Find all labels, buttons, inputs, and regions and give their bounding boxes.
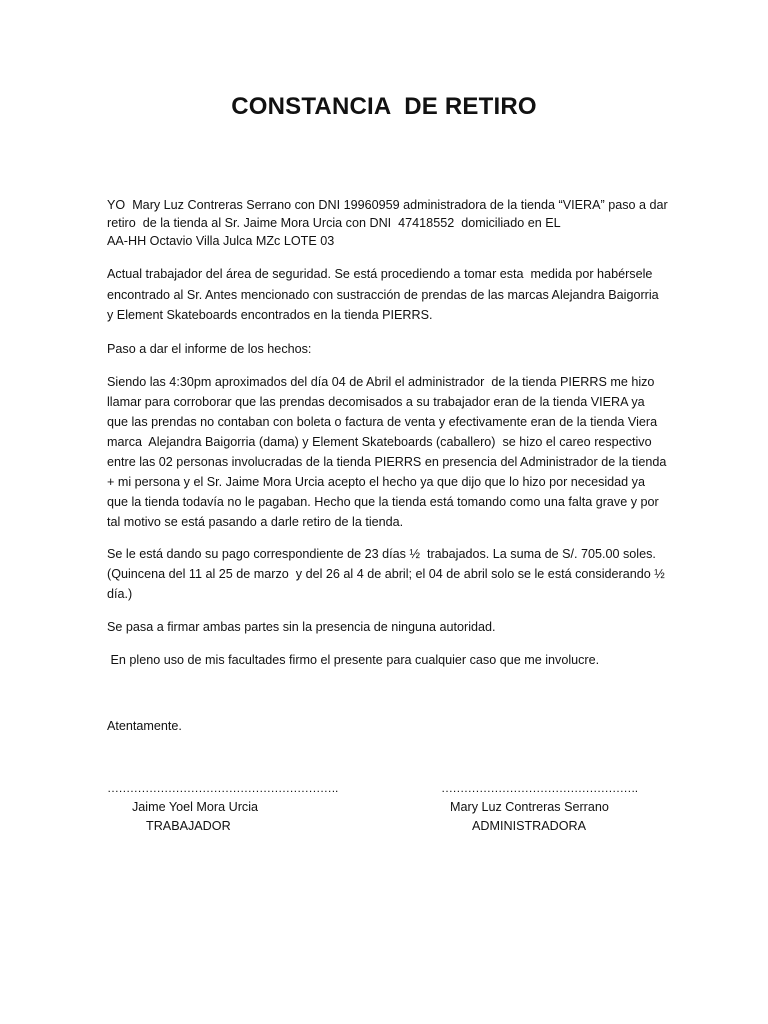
paragraph-1-line-2: retiro de la tienda al Sr. Jaime Mora Urcia con DNI 47418552 domiciliado en EL (107, 216, 561, 230)
signature-line-right: ……………………………………………. (441, 781, 638, 795)
paragraph-3-line-1: Paso a dar el informe de los hechos: (107, 342, 312, 356)
paragraph-4-line-7: que la tienda todavía no le pagaban. Hecho que la tienda está tomando como una falta grave y por (107, 495, 659, 509)
paragraph-4-line-1: Siendo las 4:30pm aproximados del día 04 de Abril el administrador de la tienda PIERRS me hizo (107, 375, 655, 389)
paragraph-2-line-1: Actual trabajador del área de seguridad. Se está procediendo a tomar esta medida por habérsele (107, 267, 653, 281)
paragraph-1-line-3: AA-HH Octavio Villa Julca MZc LOTE 03 (107, 234, 335, 248)
paragraph-7-line-1: En pleno uso de mis facultades firmo el presente para cualquier caso que me involucre. (107, 653, 600, 667)
closing-text: Atentamente. (107, 719, 182, 733)
paragraph-4-line-3: que las prendas no contaban con boleta o factura de venta y efectivamente eran de la tienda Viera (107, 415, 658, 429)
document-title: CONSTANCIA DE RETIRO (231, 93, 537, 120)
signature-line-left: ……………………………………………………. (107, 781, 338, 795)
paragraph-2-line-2: encontrado al Sr. Antes mencionado con sustracción de prendas de las marcas Alejandra Baigorria (107, 288, 659, 302)
paragraph-5-line-3: día.) (107, 587, 133, 601)
paragraph-4-line-6: + mi persona y el Sr. Jaime Mora Urcia acepto el hecho ya que dijo que lo hizo por necesidad ya (107, 475, 645, 489)
paragraph-5-line-2: (Quincena del 11 al 25 de marzo y del 26 al 4 de abril; el 04 de abril solo se le está considerando ½ (107, 567, 665, 581)
signature-role-right: ADMINISTRADORA (472, 819, 587, 833)
paragraph-5-line-1: Se le está dando su pago correspondiente de 23 días ½ trabajados. La suma de S/. 705.00 soles. (107, 547, 656, 561)
signature-name-right: Mary Luz Contreras Serrano (450, 800, 609, 814)
signature-name-left: Jaime Yoel Mora Urcia (132, 800, 258, 814)
paragraph-6-line-1: Se pasa a firmar ambas partes sin la presencia de ninguna autoridad. (107, 620, 496, 634)
signature-role-left: TRABAJADOR (146, 819, 231, 833)
paragraph-4-line-8: tal motivo se está pasando a darle retiro de la tienda. (107, 515, 404, 529)
paragraph-1-line-1: YO Mary Luz Contreras Serrano con DNI 19960959 administradora de la tienda “VIERA” paso a dar (107, 198, 668, 212)
paragraph-2-line-3: y Element Skateboards encontrados en la tienda PIERRS. (107, 308, 433, 322)
paragraph-4-line-5: entre las 02 personas involucradas de la tienda PIERRS en presencia del Administrador de la tienda (107, 455, 667, 469)
paragraph-4-line-2: llamar para corroborar que las prendas decomisados a su trabajador eran de la tienda VIERA ya (107, 395, 645, 409)
paragraph-4-line-4: marca Alejandra Baigorria (dama) y Element Skateboards (caballero) se hizo el careo respectivo (107, 435, 652, 449)
